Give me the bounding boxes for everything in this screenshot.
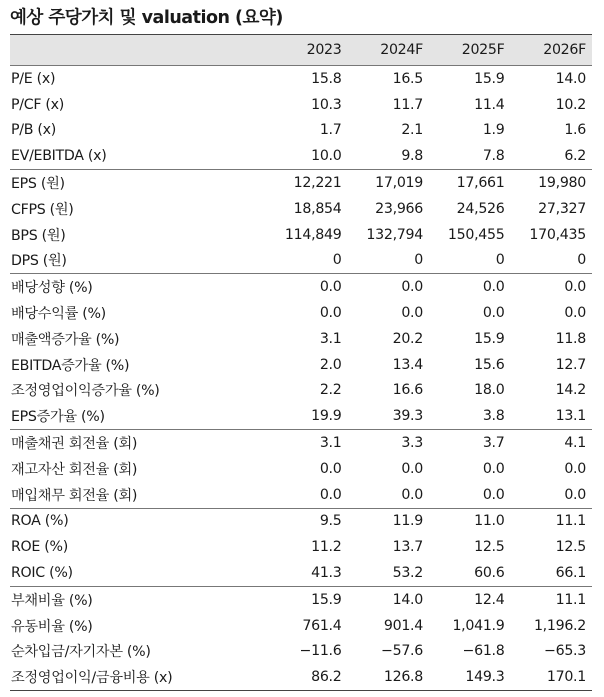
value-cell: 86.2: [266, 664, 348, 690]
value-cell: 23,966: [375, 200, 423, 217]
value-cell: 10.0: [311, 148, 342, 165]
row-label: 배당수익률 (%): [11, 306, 106, 323]
value-cell: 3.1: [319, 330, 342, 347]
value-cell: 0.0: [401, 486, 423, 503]
value-cell: 0.0: [482, 305, 505, 322]
header-year-cell: 2024F: [348, 35, 430, 66]
value-cell: 3.7: [429, 430, 511, 456]
table-row: [10, 664, 592, 690]
row-label: DPS (원): [11, 253, 67, 270]
table-row: [10, 222, 592, 248]
value-cell: −65.3: [544, 643, 586, 660]
table-row: [10, 274, 592, 300]
value-cell: 0: [577, 252, 586, 269]
row-label: 순차입금/자기자본 (%): [11, 644, 151, 661]
value-cell: 11.1: [511, 586, 593, 612]
header-year-cell: 2025F: [429, 35, 511, 66]
row-label: P/CF (x): [11, 96, 64, 113]
value-cell: 126.8: [348, 664, 430, 690]
table-row: [10, 613, 592, 639]
value-cell: 66.1: [555, 565, 586, 582]
value-cell: 3.3: [348, 430, 430, 456]
value-cell: 1.6: [564, 122, 586, 139]
value-cell: 12.5: [555, 539, 586, 556]
row-label: 매출채권 회전율 (회): [10, 430, 266, 456]
header-year-cell: 2023: [266, 35, 348, 66]
row-label: EBITDA증가율 (%): [11, 357, 130, 374]
value-cell: 0.0: [511, 274, 593, 300]
value-cell: 41.3: [311, 565, 342, 582]
value-cell: 15.8: [311, 70, 342, 87]
value-cell: 2.1: [401, 122, 423, 139]
value-cell: 9.8: [401, 148, 423, 165]
header-year-cell: 2026F: [511, 35, 593, 66]
value-cell: 20.2: [392, 330, 423, 347]
value-cell: 17,661: [429, 170, 511, 196]
value-cell: 16.5: [392, 70, 423, 87]
value-cell: 11.2: [311, 539, 342, 556]
value-cell: 13.1: [555, 408, 586, 425]
value-cell: 39.3: [392, 408, 423, 425]
table-title: 예상 주당가치 및 valuation (요약): [10, 8, 283, 28]
value-cell: 0.0: [319, 305, 342, 322]
value-cell: 150,455: [447, 226, 505, 243]
value-cell: −61.8: [462, 643, 505, 660]
value-cell: 14.2: [555, 382, 586, 399]
value-cell: 1.7: [319, 122, 342, 139]
table-body: [10, 66, 592, 691]
value-cell: 14.0: [555, 70, 586, 87]
table-row: [10, 170, 592, 196]
table-row: [10, 639, 592, 665]
value-cell: 114,849: [284, 226, 342, 243]
value-cell: 15.9: [266, 586, 348, 612]
value-cell: 11.7: [392, 96, 423, 113]
value-cell: 0.0: [319, 486, 342, 503]
value-cell: 1,041.9: [452, 617, 505, 634]
value-cell: 0.0: [319, 460, 342, 477]
table-row: [10, 92, 592, 118]
value-cell: 170,435: [529, 226, 586, 243]
value-cell: 18.0: [474, 382, 505, 399]
table-row: [10, 118, 592, 144]
value-cell: 19.9: [311, 408, 342, 425]
value-cell: 132,794: [366, 226, 423, 243]
value-cell: 11.4: [474, 96, 505, 113]
table-row: [10, 508, 592, 534]
valuation-table: [10, 34, 592, 691]
value-cell: 18,854: [293, 200, 342, 217]
value-cell: −57.6: [381, 643, 423, 660]
row-label: P/E (x): [11, 70, 56, 87]
row-label: 유동비율 (%): [11, 618, 93, 635]
table-row: [10, 196, 592, 222]
table-row: [10, 378, 592, 404]
value-cell: 13.4: [392, 356, 423, 373]
row-label: EV/EBITDA (x): [11, 148, 107, 165]
row-label: 매입채무 회전율 (회): [11, 487, 138, 504]
row-label: 배당성향 (%): [10, 274, 266, 300]
table-row: [10, 300, 592, 326]
value-cell: 901.4: [383, 617, 423, 634]
row-label: 조정영업이익증가율 (%): [11, 383, 160, 400]
table-row: [10, 560, 592, 586]
row-label: CFPS (원): [11, 201, 74, 218]
value-cell: 15.9: [474, 70, 505, 87]
table-row: [10, 456, 592, 482]
row-label: EPS증가율 (%): [11, 409, 105, 426]
table-row: [10, 66, 592, 92]
value-cell: 11.1: [511, 508, 593, 534]
value-cell: 12.7: [555, 356, 586, 373]
row-label: 조정영업이익/금융비용 (x): [10, 664, 266, 690]
table-row: [10, 534, 592, 560]
value-cell: 10.2: [555, 96, 586, 113]
value-cell: 0.0: [564, 460, 586, 477]
value-cell: 10.3: [311, 96, 342, 113]
value-cell: 0.0: [348, 274, 430, 300]
table-row: [10, 586, 592, 612]
value-cell: 0.0: [401, 460, 423, 477]
value-cell: 6.2: [564, 148, 586, 165]
value-cell: −11.6: [299, 643, 342, 660]
value-cell: 2.0: [319, 356, 342, 373]
value-cell: 3.1: [266, 430, 348, 456]
row-label: ROE (%): [11, 539, 68, 556]
header-label-cell: [10, 35, 266, 66]
value-cell: 7.8: [482, 148, 505, 165]
value-cell: 0.0: [564, 305, 586, 322]
row-label: EPS (원): [10, 170, 266, 196]
value-cell: 0.0: [429, 274, 511, 300]
value-cell: 19,980: [511, 170, 593, 196]
value-cell: 0: [332, 252, 342, 269]
table-row: [10, 482, 592, 508]
row-label: BPS (원): [11, 227, 66, 244]
value-cell: 170.1: [511, 664, 593, 690]
row-label: ROIC (%): [11, 565, 73, 582]
value-cell: 0.0: [266, 274, 348, 300]
value-cell: 15.9: [474, 330, 505, 347]
value-cell: 149.3: [429, 664, 511, 690]
value-cell: 12.4: [429, 586, 511, 612]
row-label: 부채비율 (%): [10, 586, 266, 612]
value-cell: 2.2: [319, 382, 342, 399]
value-cell: 13.7: [392, 539, 423, 556]
value-cell: 0.0: [564, 486, 586, 503]
value-cell: 0.0: [482, 486, 505, 503]
table-row: [10, 352, 592, 378]
table-row: [10, 430, 592, 456]
value-cell: 27,327: [538, 200, 586, 217]
value-cell: 0.0: [401, 305, 423, 322]
row-label: 매출액증가율 (%): [11, 331, 120, 348]
value-cell: 0: [495, 252, 505, 269]
value-cell: 11.8: [555, 330, 586, 347]
value-cell: 4.1: [511, 430, 593, 456]
table-row: [10, 403, 592, 429]
value-cell: 1.9: [482, 122, 505, 139]
value-cell: 14.0: [348, 586, 430, 612]
value-cell: 24,526: [456, 200, 505, 217]
value-cell: 3.8: [482, 408, 505, 425]
value-cell: 1,196.2: [533, 617, 586, 634]
value-cell: 12.5: [474, 539, 505, 556]
row-label: P/B (x): [11, 122, 56, 139]
row-label: 재고자산 회전율 (회): [11, 461, 138, 478]
row-label: ROA (%): [10, 508, 266, 534]
value-cell: 11.9: [348, 508, 430, 534]
table-row: [10, 326, 592, 352]
value-cell: 15.6: [474, 356, 505, 373]
value-cell: 11.0: [429, 508, 511, 534]
value-cell: 9.5: [266, 508, 348, 534]
value-cell: 60.6: [474, 565, 505, 582]
value-cell: 53.2: [392, 565, 423, 582]
value-cell: 16.6: [392, 382, 423, 399]
table-row: [10, 143, 592, 169]
value-cell: 12,221: [266, 170, 348, 196]
value-cell: 0.0: [482, 460, 505, 477]
value-cell: 761.4: [302, 617, 342, 634]
table-row: [10, 248, 592, 274]
value-cell: 0: [414, 252, 423, 269]
value-cell: 17,019: [348, 170, 430, 196]
header-row: [10, 35, 592, 66]
